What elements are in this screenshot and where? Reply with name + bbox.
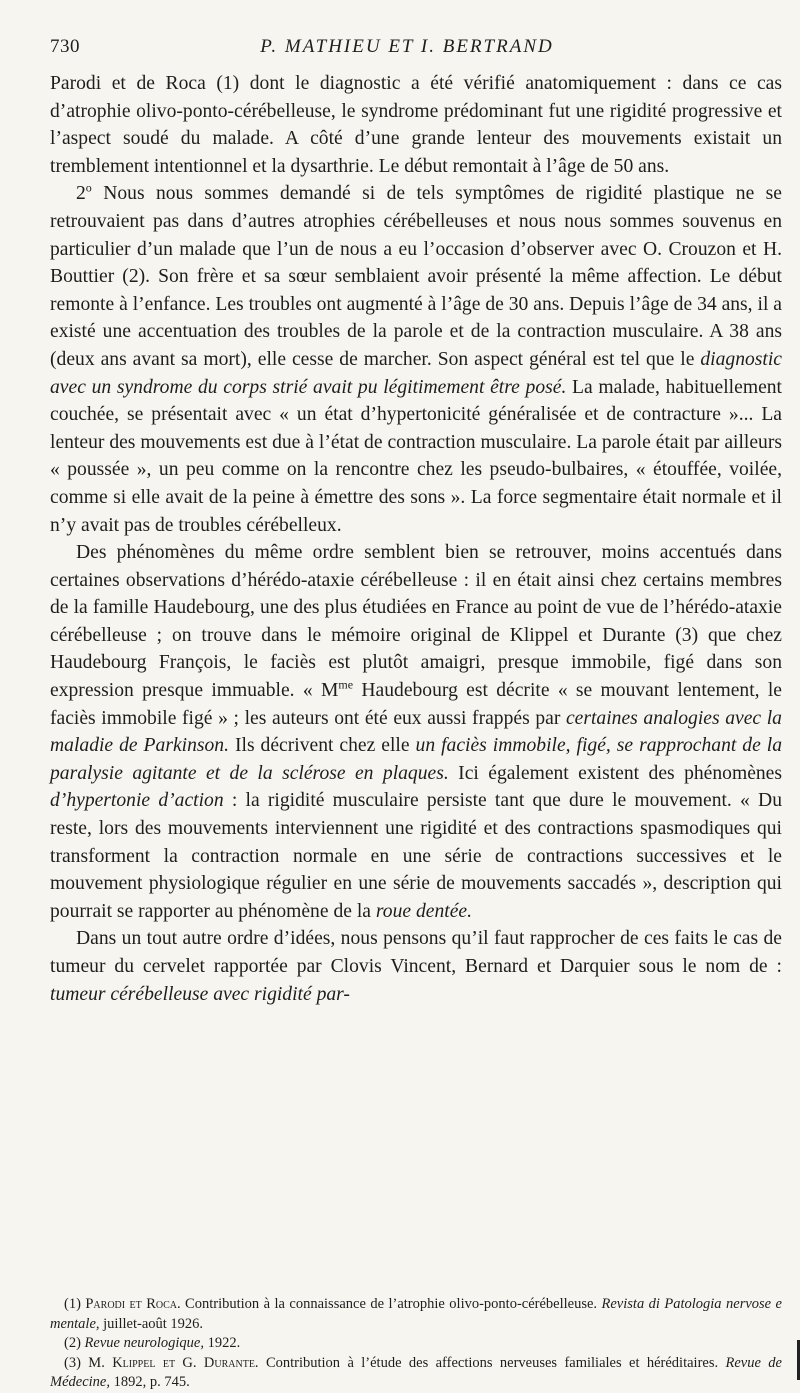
paragraph-1 (50, 70, 782, 180)
footnote-marker: (2) (64, 1335, 85, 1351)
body-text (50, 70, 782, 1008)
footnote-text: 1892, p. 745. (109, 1374, 190, 1390)
footnote-3 (50, 1354, 782, 1393)
footnote-1 (50, 1295, 782, 1334)
running-title: P. MATHIEU ET I. BERTRAND (260, 36, 554, 57)
enumerator: 2 (76, 183, 86, 205)
ordinal-suffix: o (85, 180, 92, 195)
page-number: 730 (50, 36, 80, 57)
footnote-marker: (3) (64, 1354, 89, 1371)
paragraph-3-text-b: Haudebourg est décrite « se mouvant lentement, le faciès immobile figé » ; les auteurs ont été eux aussi frappés par (50, 680, 782, 729)
paragraph-2-text-b: La malade, habituellement couchée, se présentait avec « un état d’hypertonicité généralisée et de contracture »... La lenteur des mouvements est due à l’état de contraction musculaire. La parole était par ailleurs « poussée », un peu comme on la rencontre chez les pseudo-bulbaires, « étouffée, voilée, comme si elle avait de la peine à émettre des sons ». La force segmentaire était normale et il n’y avait pas de troubles cérébelleux. (50, 376, 783, 536)
footnote-marker: (1) (64, 1296, 86, 1312)
paragraph-1-text: Parodi et de Roca (1) dont le diagnostic a été vérifié anatomiquement : dans ce cas d’atrophie olivo-ponto-cérébelleuse, le syndrome prédominant fut une rigidité progressive et l’aspect soudé du malade. A côté d’une grande lenteur des mouvements existait un tremblement intentionnel et la dysarthrie. Le début remontait à l’âge de 50 ans. (50, 73, 782, 177)
paragraph-3-text-c: Ils décrivent chez elle (229, 735, 416, 757)
paragraph-3-text-a: Des phénomènes du même ordre semblent bien se retrouver, moins accentués dans certaines observations d’hérédo-ataxie cérébelleuse : il en était ainsi chez certains membres de la famille Haudebourg, une des plus étudiées en France au point de vue de l’hérédo-ataxie cérébelleuse ; on trouve dans le mémoire original de Klippel et Durante (3) que chez Haudebourg François, le faciès est plutôt amaigri, presque immobile, figé dans son expression presque immuable. « M (50, 542, 782, 702)
footnote-text: 1922. (204, 1335, 241, 1351)
italic-phrase: roue dentée. (375, 900, 473, 922)
paragraph-2-text-a: Nous nous sommes demandé si de tels symptômes de rigidité plastique ne se retrouvaient pas dans d’autres atrophies cérébelleuses et nous nous sommes souvenus en particulier d’un malade que l’un de nous a eu l’occasion d’observer avec O. Crouzon et H. Bouttier (2). Son frère et sa sœur semblaient avoir présenté la même affection. Le début remonte à l’enfance. Les troubles ont augmenté à l’âge de 30 ans. Depuis l’âge de 34 ans, il a existé une accentuation des troubles de la parole et de la contraction musculaire. A 38 ans (deux ans avant sa mort), elle cesse de marcher. Son aspect général est tel que le (50, 183, 782, 370)
footnote-authors: Parodi et Roca. (85, 1296, 181, 1312)
italic-phrase: d’hypertonie d’action (50, 790, 224, 812)
footnote-authors: M. Klippel et G. Durante. (88, 1354, 259, 1371)
paragraph-3-text-d: Ici également existent des phénomènes (448, 762, 783, 784)
footnote-2 (50, 1334, 782, 1354)
italic-phrase: diagnostic avec un syndrome du corps strié avait pu légitimement être posé. (50, 348, 782, 398)
italic-phrase: un faciès immobile, figé, se rapprochant de la paralysie agitante et de la sclérose en plaques. (50, 735, 782, 784)
italic-phrase: certaines analogies avec la maladie de Parkinson. (50, 707, 782, 757)
footnote-text: juillet-août 1926. (99, 1315, 204, 1332)
footnotes (50, 1295, 782, 1393)
italic-phrase: tumeur cérébelleuse avec rigidité par- (50, 983, 350, 1005)
page-header (50, 36, 764, 62)
paragraph-3 (50, 539, 782, 925)
footnote-journal: Revista di Patologia nervose e mentale, (50, 1296, 782, 1332)
paragraph-3-text-e: : la rigidité musculaire persiste tant que dure le mouvement. « Du reste, lors des mouvements interviennent une rigidité et des contractions spasmodiques qui transforment la contraction normale en une série de contractions successives et le mouvement physiologique régulier en une série de mouvements saccadés », description qui pourrait se rapporter au phénomène de la (50, 790, 783, 922)
paragraph-2 (50, 180, 782, 539)
footnote-text: Contribution à l’étude des affections nerveuses familiales et héréditaires. (258, 1354, 726, 1371)
paragraph-4-text: Dans un tout autre ordre d’idées, nous pensons qu’il faut rapprocher de ces faits le cas de tumeur du cervelet rapportée par Clovis Vincent, Bernard et Darquier sous le nom de : (50, 928, 782, 977)
paragraph-4 (50, 925, 782, 1008)
footnote-text: Contribution à la connaissance de l’atrophie olivo-ponto-cérébelleuse. (180, 1296, 602, 1312)
footnote-journal: Revue de Médecine, (50, 1354, 782, 1390)
title-superscript: me (338, 677, 354, 692)
footnote-journal: Revue neurologique, (84, 1335, 204, 1351)
